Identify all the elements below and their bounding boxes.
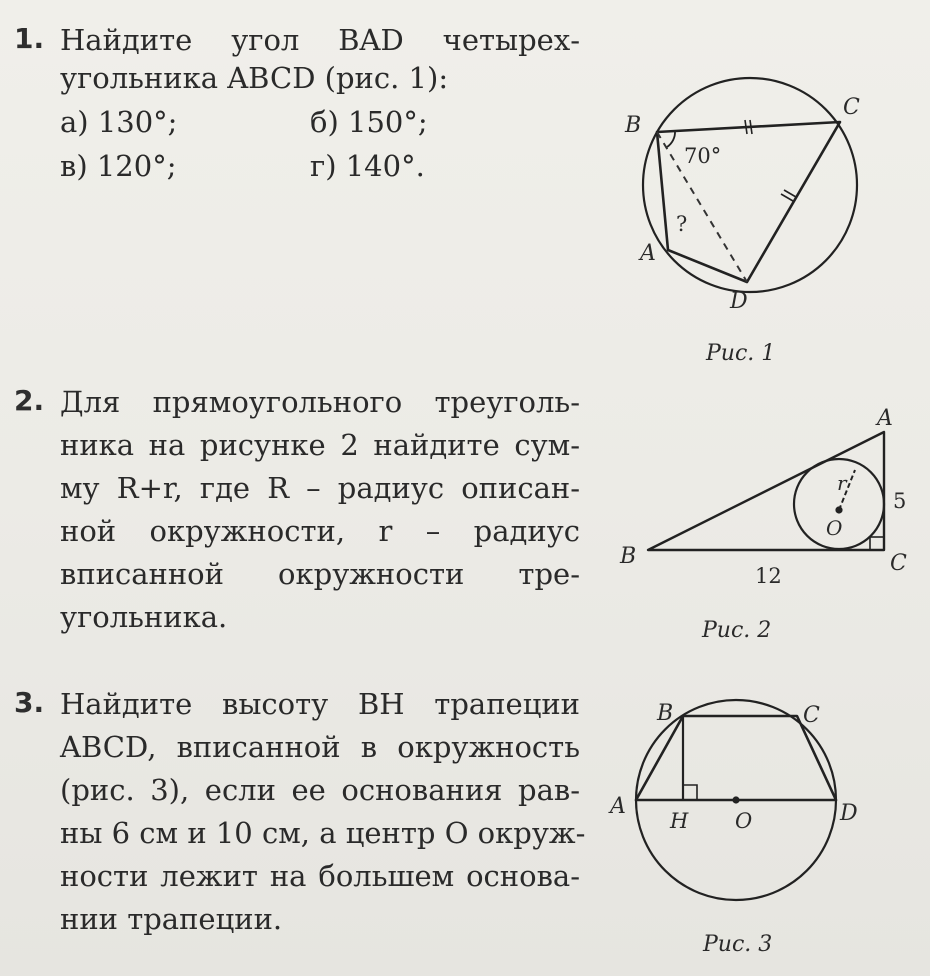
answer-option-b: б) 150°;: [310, 105, 428, 139]
problem-text-line: угольника.: [60, 600, 228, 634]
tick-mark-bc: [750, 120, 752, 134]
problem-text-line: Найдите угол BAD четырех-: [60, 23, 580, 57]
answer-option-g: г) 140°.: [310, 149, 425, 183]
problem-text-line: ности лежит на большем основа-: [60, 859, 580, 893]
problem-number: 1.: [14, 22, 45, 55]
side-label-bc: 12: [755, 564, 782, 588]
vertex-label-d: D: [840, 801, 858, 826]
problem-text-line: му R+r, где R – радиус описан-: [60, 471, 580, 505]
tick-mark-bc: [745, 120, 747, 134]
radius-label-r: r: [837, 471, 847, 495]
circumscribed-circle: [643, 78, 857, 292]
foot-label-h: H: [670, 809, 689, 833]
problem-text-line: вписанной окружности тре-: [60, 557, 580, 591]
vertex-label-c: C: [843, 95, 860, 120]
problem-text-line: ABCD, вписанной в окружность: [60, 730, 580, 764]
figure-2: [600, 395, 907, 655]
problem-text-line: угольника ABCD (рис. 1):: [60, 61, 449, 95]
problem-text-line: ника на рисунке 2 найдите сум-: [60, 428, 580, 462]
problem-text-line: ной окружности, r – радиус: [60, 514, 580, 548]
vertex-label-a: A: [610, 794, 626, 819]
figure-1: [600, 50, 880, 370]
center-point-o: [835, 506, 842, 513]
vertex-label-c: C: [890, 551, 907, 576]
angle-arc-b: [667, 131, 675, 147]
problem-text-line: нии трапеции.: [60, 902, 283, 936]
vertex-label-b: B: [620, 544, 637, 569]
problem-text-line: Найдите высоту BH трапеции: [60, 687, 580, 721]
problem-text-line: ны 6 см и 10 см, а центр O окруж-: [60, 816, 586, 850]
side-label-ac: 5: [893, 489, 907, 513]
problem-text-line: (рис. 3), если ее основания рав-: [60, 773, 580, 807]
vertex-label-b: B: [657, 701, 674, 726]
figure-3: [605, 685, 875, 970]
figure-caption: Рис. 2: [702, 618, 772, 643]
answer-option-a: а) 130°;: [60, 105, 178, 139]
problem-text-line: Для прямоугольного треуголь-: [60, 385, 580, 419]
problem-number: 3.: [14, 686, 45, 719]
figure-caption: Рис. 3: [703, 932, 773, 957]
problem-number: 2.: [14, 384, 45, 417]
center-point-o: [732, 796, 739, 803]
unknown-angle-label: ?: [676, 212, 688, 236]
angle-label: 70°: [684, 144, 722, 168]
right-angle-mark: [683, 785, 697, 800]
vertex-label-a: A: [877, 406, 893, 431]
right-angle-mark: [870, 537, 884, 550]
center-label-o: O: [735, 809, 753, 833]
vertex-label-c: C: [803, 703, 820, 728]
answer-option-v: в) 120°;: [60, 149, 177, 183]
right-triangle-abc: [648, 432, 884, 550]
figure-caption: Рис. 1: [706, 341, 776, 366]
vertex-label-d: D: [730, 289, 748, 314]
vertex-label-b: B: [625, 113, 642, 138]
vertex-label-a: A: [640, 241, 656, 266]
center-label-o: O: [826, 516, 843, 540]
